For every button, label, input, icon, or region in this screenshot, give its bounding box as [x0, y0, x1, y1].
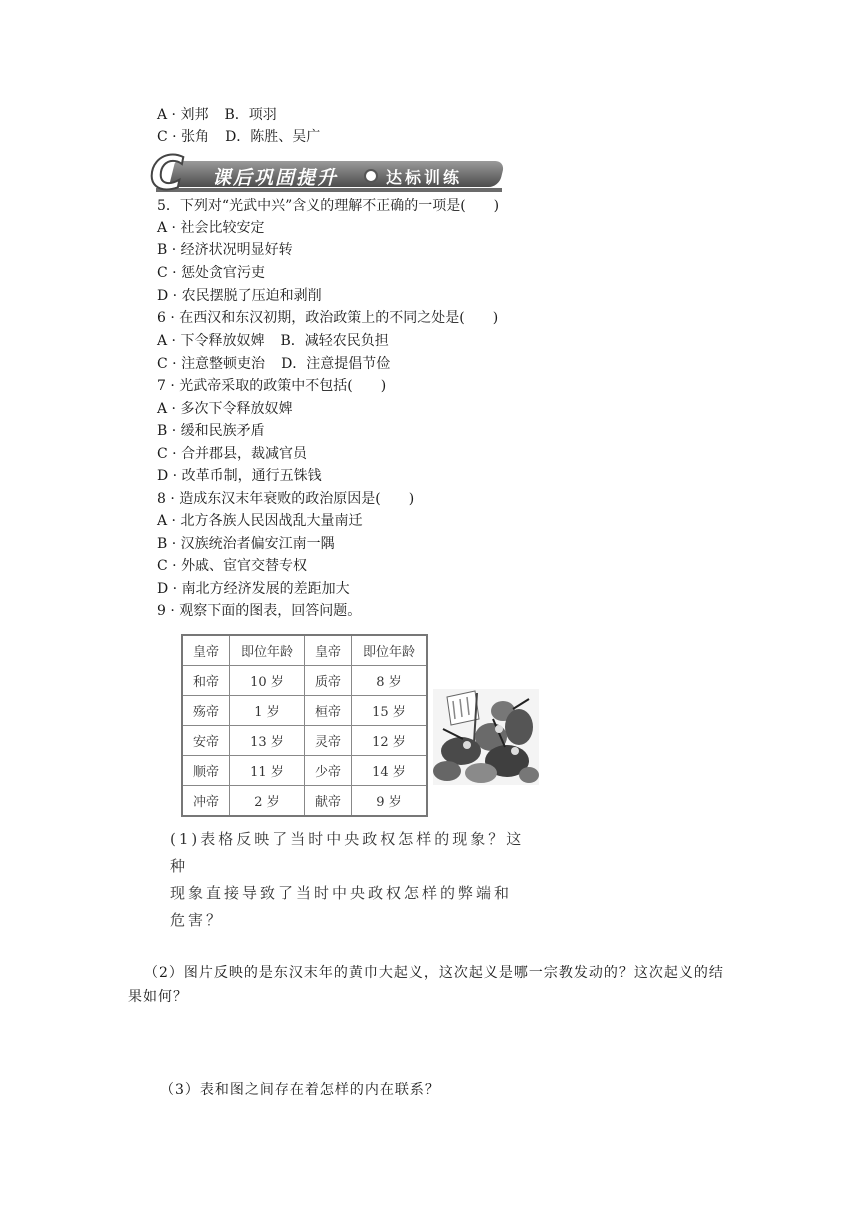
sub-question-2-line: 果如何？	[128, 989, 188, 1005]
table-cell: 2 岁	[230, 786, 305, 817]
table-cell: 14 岁	[352, 756, 428, 786]
table-cell: 冲帝	[182, 786, 230, 817]
section-banner	[150, 146, 502, 200]
option-c: C · 注意整顿吏治	[157, 356, 266, 372]
option-b: B · 汉族统治者偏安江南一隅	[157, 536, 335, 552]
option-d: D．注意提倡节俭	[281, 356, 391, 372]
sub-question-3	[160, 1078, 780, 1102]
banner-subtitle: 达标训练	[386, 168, 463, 187]
sub-question-2-line: （2）图片反映的是东汉末年的黄巾大起义，这次起义是哪一宗教发动的？这次起义的结	[144, 965, 724, 981]
table-cell: 13 岁	[230, 726, 305, 756]
table-cell: 献帝	[305, 786, 352, 817]
table-cell: 1 岁	[230, 696, 305, 726]
table-cell: 11 岁	[230, 756, 305, 786]
sub-question-1-line: 危害？	[170, 911, 225, 929]
option-b: B．项羽	[224, 107, 277, 123]
option-a: A · 下令释放奴婢	[157, 333, 265, 349]
table-cell: 和帝	[182, 666, 230, 696]
column-header: 即位年龄	[230, 635, 305, 666]
option-d: D · 农民摆脱了压迫和剥削	[157, 288, 322, 304]
table-cell: 安帝	[182, 726, 230, 756]
table-cell: 15 岁	[352, 696, 428, 726]
table-cell: 12 岁	[352, 726, 428, 756]
table-row	[182, 666, 427, 696]
option-row	[157, 331, 389, 351]
yellow-turban-uprising-illustration	[433, 689, 539, 785]
sub-question-3-line: （3）表和图之间存在着怎样的内在联系？	[160, 1082, 440, 1098]
question-stem: 5．下列对“光武中兴”含义的理解不正确的一项是( )	[157, 198, 500, 214]
column-header: 皇帝	[305, 635, 352, 666]
emperor-age-table	[181, 634, 428, 817]
option-c: C · 张角	[157, 129, 210, 145]
table-row	[182, 786, 427, 817]
table-cell: 8 岁	[352, 666, 428, 696]
option-c: C · 外戚、宦官交替专权	[157, 558, 308, 574]
table-cell: 灵帝	[305, 726, 352, 756]
option-c: C · 惩处贪官污吏	[157, 265, 266, 281]
table-cell: 9 岁	[352, 786, 428, 817]
sub-question-1	[170, 826, 540, 934]
sub-question-1-line: 现象直接导致了当时中央政权怎样的弊端和	[170, 884, 513, 902]
banner-title: 课后巩固提升	[212, 167, 339, 189]
option-d: D · 南北方经济发展的差距加大	[157, 581, 350, 597]
question-stem: 6 · 在西汉和东汉初期，政治政策上的不同之处是( )	[157, 310, 499, 326]
option-d: D · 改革币制，通行五铢钱	[157, 468, 322, 484]
table-row	[182, 696, 427, 726]
option-b: B · 经济状况明显好转	[157, 242, 293, 258]
bullet-icon	[364, 169, 378, 183]
sub-question-2	[128, 961, 748, 1009]
table-cell: 桓帝	[305, 696, 352, 726]
option-a: A · 刘邦	[157, 107, 209, 123]
table-cell: 顺帝	[182, 756, 230, 786]
table-cell: 10 岁	[230, 666, 305, 696]
sub-question-1-line: (1)表格反映了当时中央政权怎样的现象？这种	[170, 830, 525, 875]
option-b: B · 缓和民族矛盾	[157, 423, 265, 439]
option-c: C · 合并郡县，裁减官员	[157, 446, 308, 462]
option-d: D．陈胜、吴广	[225, 129, 321, 145]
table-cell: 质帝	[305, 666, 352, 696]
column-header: 即位年龄	[352, 635, 428, 666]
option-a: A · 多次下令释放奴婢	[157, 401, 293, 417]
option-row	[157, 127, 320, 147]
question-stem: 8 · 造成东汉末年衰败的政治原因是( )	[157, 491, 415, 507]
table-header-row	[182, 635, 427, 666]
question-stem: 9 · 观察下面的图表，回答问题。	[157, 603, 362, 619]
column-header: 皇帝	[182, 635, 230, 666]
option-a: A · 北方各族人民因战乱大量南迁	[157, 513, 363, 529]
option-row	[157, 105, 277, 125]
table-cell: 少帝	[305, 756, 352, 786]
question-stem: 7 · 光武帝采取的政策中不包括( )	[157, 378, 387, 394]
option-b: B．减轻农民负担	[280, 333, 389, 349]
table-row	[182, 726, 427, 756]
banner-letter: C	[150, 146, 184, 200]
option-a: A · 社会比较安定	[157, 220, 265, 236]
table-cell: 殇帝	[182, 696, 230, 726]
table-row	[182, 756, 427, 786]
option-row	[157, 354, 390, 374]
